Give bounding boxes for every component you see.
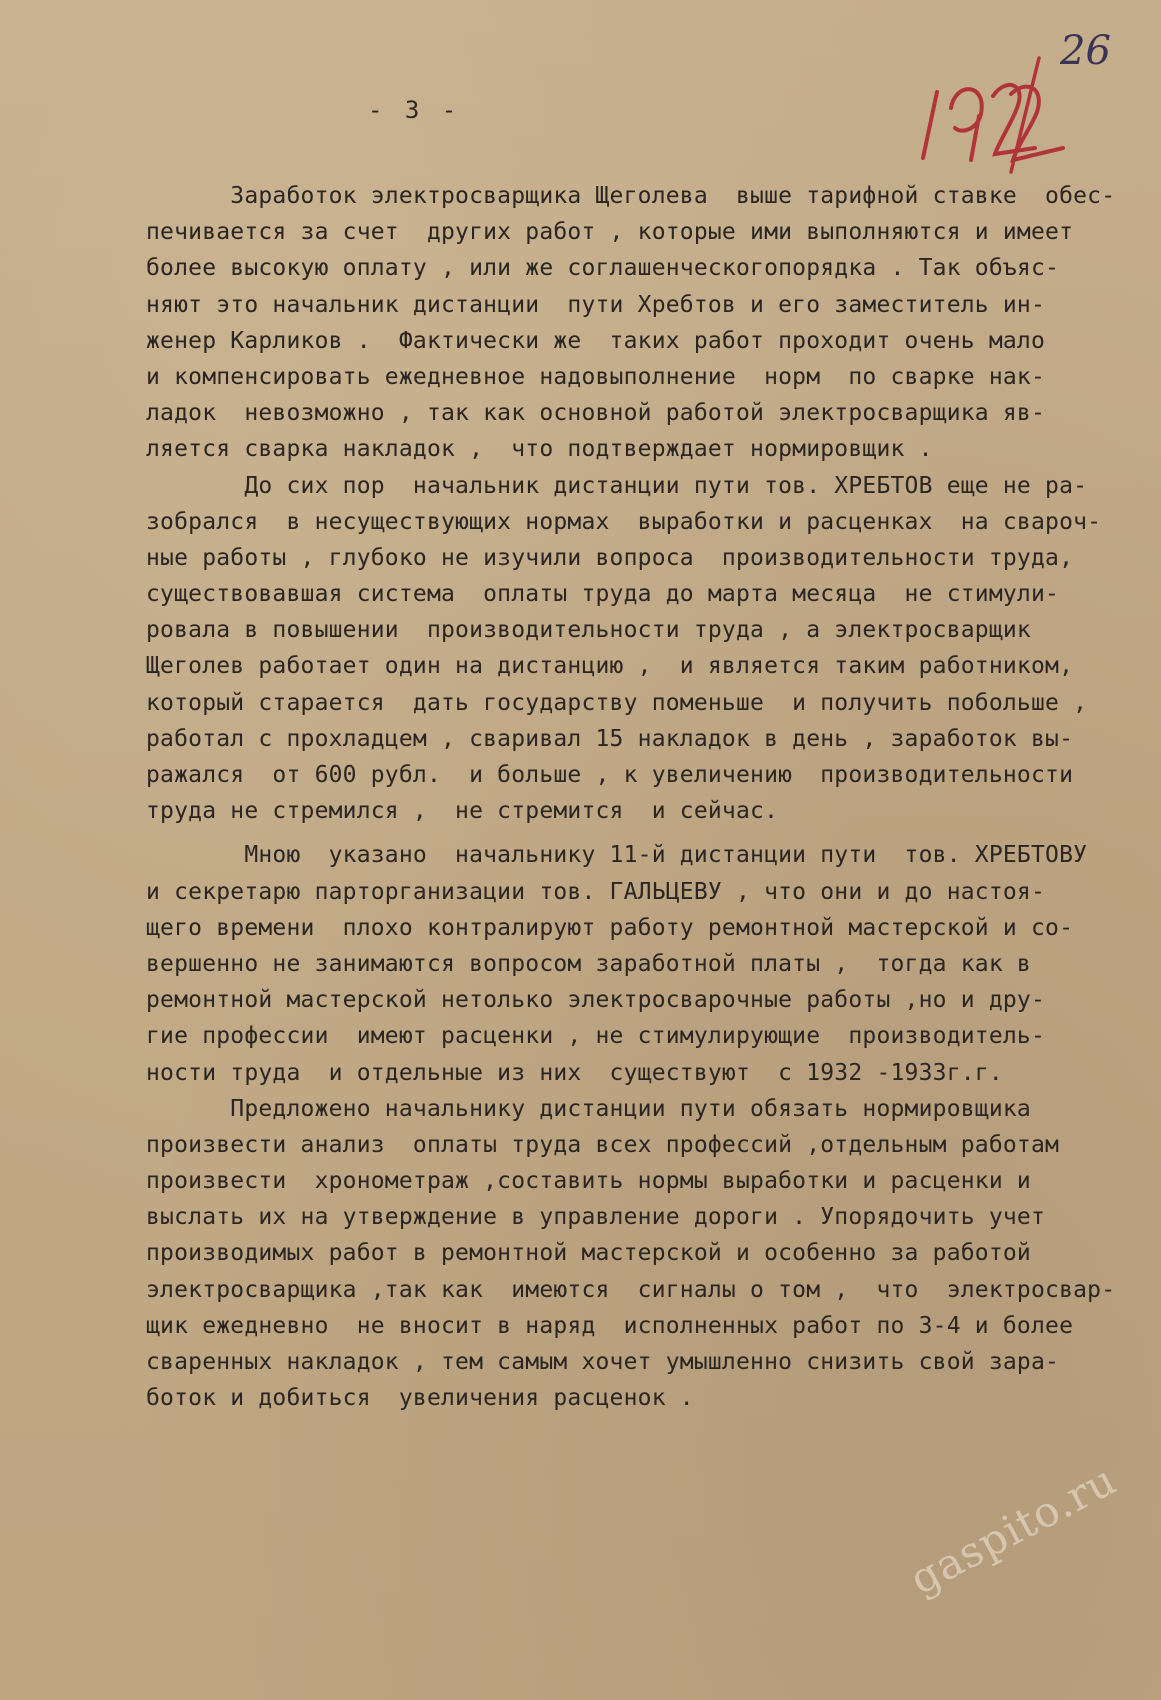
text-line: зобрался в несуществующих нормах выработки и расценках на свароч- bbox=[146, 508, 1102, 535]
text-line: производимых работ в ремонтной мастерской и особенно за работой bbox=[146, 1240, 1031, 1267]
text-line: ности труда и отдельные из них существуют с 1932 -1933г.г. bbox=[146, 1059, 1003, 1086]
text-line: сваренных накладок , тем самым хочет умышленно снизить свой зара- bbox=[146, 1349, 1060, 1375]
text-line: гие профессии имеют расценки , не стимулирующие производитель- bbox=[146, 1023, 1046, 1050]
text-line: щего времени плохо контралируют работу ремонтной мастерской и со- bbox=[146, 914, 1074, 941]
text-line: ные работы , глубоко не изучили вопроса производительности труда, bbox=[146, 544, 1074, 571]
archive-page-number: 26 bbox=[1060, 28, 1111, 74]
text-line: печивается за счет других работ , которые ими выполняются и имеет bbox=[146, 219, 1074, 246]
text-line: ляется сварка накладок , что подтверждает нормировщик . bbox=[146, 436, 933, 463]
text-line: произвести анализ оплаты труда всех профессий ,отдельным работам bbox=[146, 1131, 1060, 1158]
document-body bbox=[146, 178, 1146, 1416]
text-line: ладок невозможно , так как основной работой электросварщика яв- bbox=[146, 400, 1046, 427]
watermark: gaspito.ru bbox=[901, 1454, 1125, 1604]
text-line: электросварщика ,так как имеются сигналы о том , что электросвар- bbox=[146, 1276, 1116, 1303]
text-line: произвести хронометраж ,составить нормы выработки и расценки и bbox=[146, 1168, 1031, 1195]
text-line: вершенно не занимаются вопросом заработной платы , тогда как в bbox=[146, 950, 1031, 977]
text-line: Заработок электросварщика Щеголева выше тарифной ставке обес- bbox=[146, 183, 1116, 209]
text-line: До сих пор начальник дистанции пути тов. ХРЕБТОВ еще не ра- bbox=[146, 472, 1088, 499]
text-line: и компенсировать ежедневное надовыполнение норм по сварке нак- bbox=[146, 363, 1046, 390]
text-line: щик ежедневно не вносит в наряд исполненных работ по 3-4 и более bbox=[146, 1312, 1074, 1339]
text-line: ровала в повышении производительности труда , а электросварщик bbox=[146, 617, 1031, 644]
text-line: ражался от 600 рубл. и больше , к увеличению производительности bbox=[146, 762, 1074, 788]
text-line: ремонтной мастерской нетолько электросварочные работы ,но и дру- bbox=[146, 987, 1046, 1014]
text-line: существовавшая система оплаты труда до марта месяца не стимули- bbox=[146, 581, 1060, 608]
text-line: Щеголев работает один на дистанцию , и является таким работником, bbox=[146, 653, 1074, 680]
text-line: Мною указано начальнику 11-й дистанции пути тов. ХРЕБТОВУ bbox=[146, 842, 1088, 869]
paragraph-gap bbox=[146, 829, 1146, 837]
text-line: который старается дать государству поменьше и получить побольше , bbox=[146, 689, 1088, 716]
text-line: Предложено начальнику дистанции пути обязать нормировщика bbox=[146, 1095, 1031, 1122]
text-line: выслать их на утверждение в управление дороги . Упорядочить учет bbox=[146, 1204, 1046, 1231]
text-line: женер Карликов . Фактически же таких работ проходит очень мало bbox=[146, 327, 1046, 354]
text-line: труда не стремился , не стремится и сейчас. bbox=[146, 798, 779, 825]
text-line: более высокую оплату , или же соглашенческогопорядка . Так объяс- bbox=[146, 255, 1060, 282]
text-line: няют это начальник дистанции пути Хребтов и его заместитель ин- bbox=[146, 291, 1046, 318]
text-line: боток и добиться увеличения расценок . bbox=[146, 1385, 694, 1412]
text-line: и секретарю парторганизации тов. ГАЛЬЦЕВУ , что они и до настоя- bbox=[146, 878, 1046, 905]
text-line: работал с прохладцем , сваривал 15 накладок в день , заработок вы- bbox=[146, 725, 1074, 752]
page-number: - 3 - bbox=[368, 96, 461, 124]
